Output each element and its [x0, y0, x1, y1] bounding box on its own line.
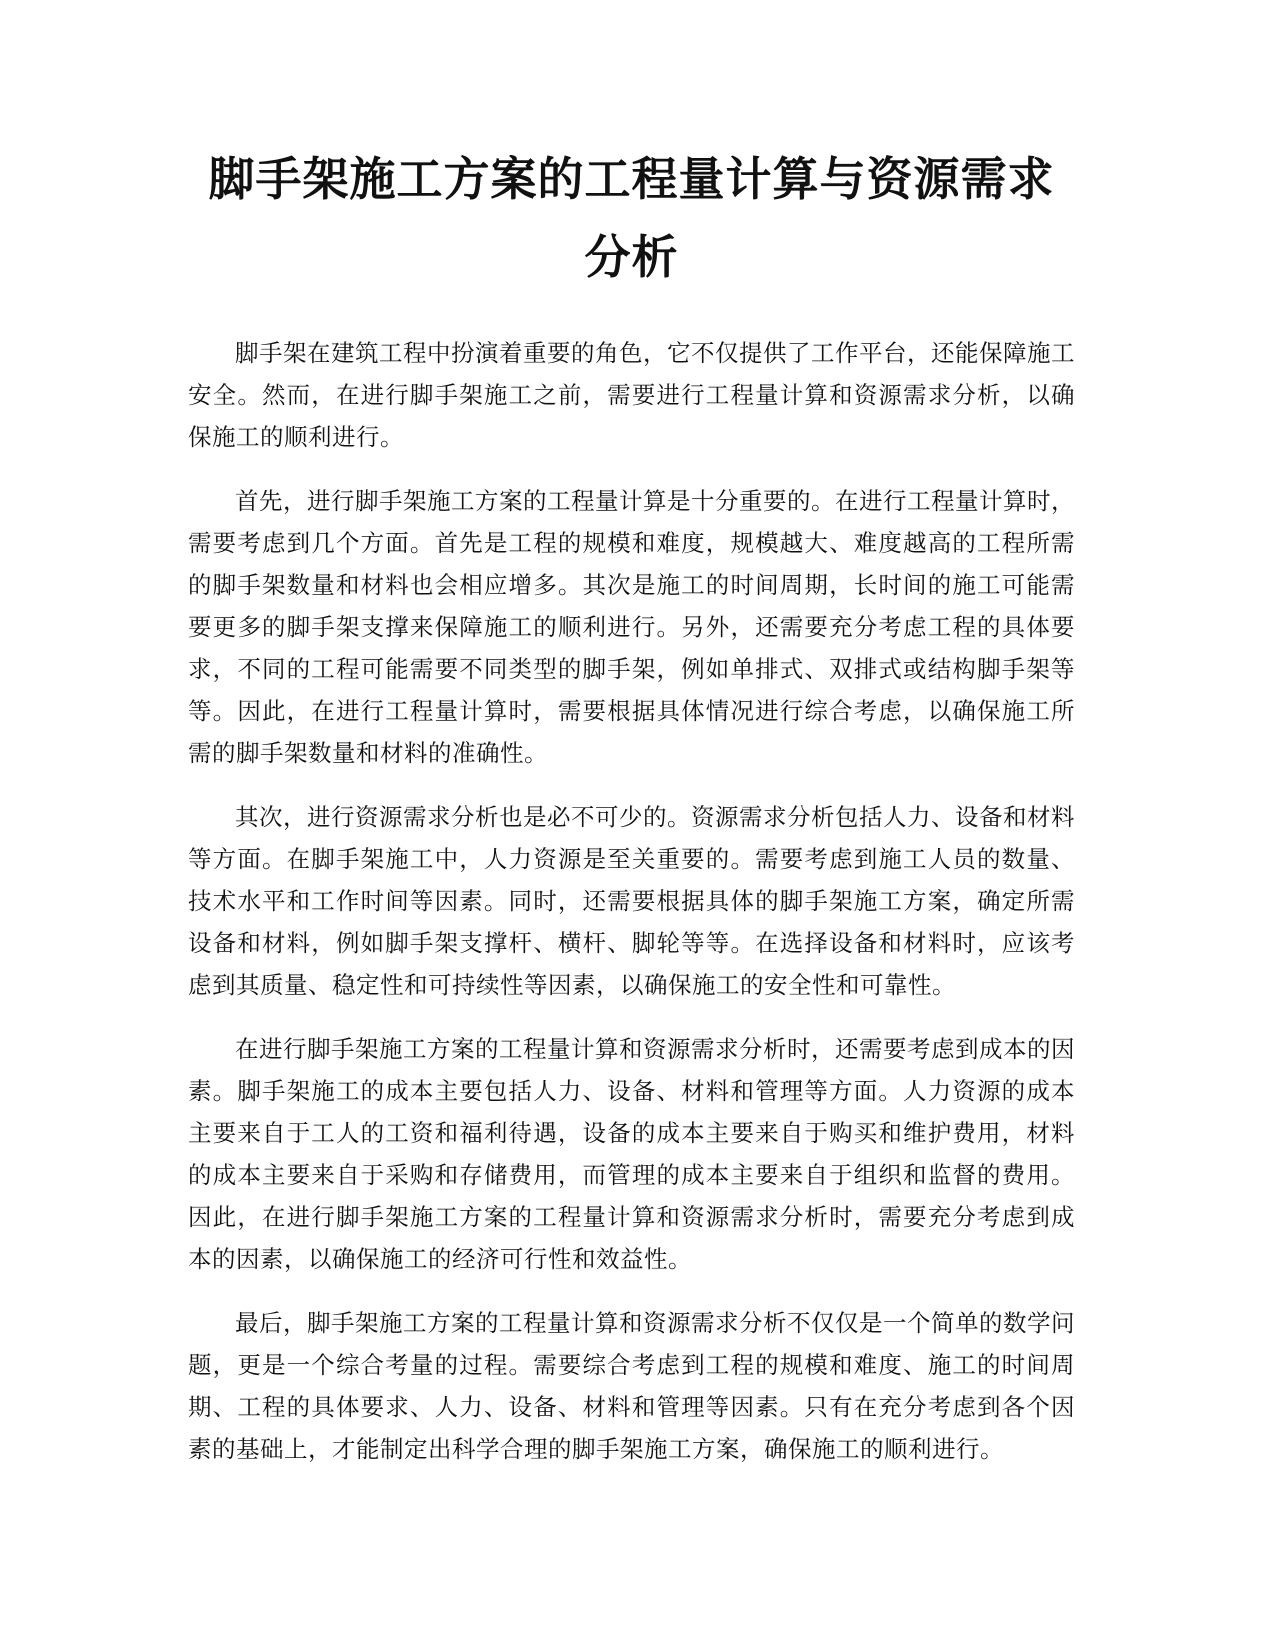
- document-title: 脚手架施工方案的工程量计算与资源需求分析: [208, 152, 1055, 284]
- paragraph-cost-factors: 在进行脚手架施工方案的工程量计算和资源需求分析时，还需要考虑到成本的因素。脚手架施工的成本主要包括人力、设备、材料和管理等方面。人力资源的成本主要来自于工人的工资和福利待遇，设备的成本主要来自于购买和维护费用，材料的成本主要来自于采购和存储费用，而管理的成本主要来自于组织和监督的费用。因此，在进行脚手架施工方案的工程量计算和资源需求分析时，需要充分考虑到成本的因素，以确保施工的经济可行性和效益性。: [188, 1035, 1075, 1273]
- paragraph-quantity-calculation: 首先，进行脚手架施工方案的工程量计算是十分重要的。在进行工程量计算时，需要考虑到几个方面。首先是工程的规模和难度，规模越大、难度越高的工程所需的脚手架数量和材料也会相应增多。其次是施工的时间周期，长时间的施工可能需要更多的脚手架支撑来保障施工的顺利进行。另外，还需要充分考虑工程的具体要求，不同的工程可能需要不同类型的脚手架，例如单排式、双排式或结构脚手架等等。因此，在进行工程量计算时，需要根据具体情况进行综合考虑，以确保施工所需的脚手架数量和材料的准确性。: [188, 487, 1075, 767]
- paragraph-resource-analysis: 其次，进行资源需求分析也是必不可少的。资源需求分析包括人力、设备和材料等方面。在脚手架施工中，人力资源是至关重要的。需要考虑到施工人员的数量、技术水平和工作时间等因素。同时，还需要根据具体的脚手架施工方案，确定所需设备和材料，例如脚手架支撑杆、横杆、脚轮等等。在选择设备和材料时，应该考虑到其质量、稳定性和可持续性等因素，以确保施工的安全性和可靠性。: [188, 803, 1075, 999]
- paragraph-conclusion: 最后，脚手架施工方案的工程量计算和资源需求分析不仅仅是一个简单的数学问题，更是一个综合考量的过程。需要综合考虑到工程的规模和难度、施工的时间周期、工程的具体要求、人力、设备、材料和管理等因素。只有在充分考虑到各个因素的基础上，才能制定出科学合理的脚手架施工方案，确保施工的顺利进行。: [188, 1309, 1075, 1463]
- document-body: [188, 332, 1075, 1470]
- paragraph-intro: 脚手架在建筑工程中扮演着重要的角色，它不仅提供了工作平台，还能保障施工安全。然而，在进行脚手架施工之前，需要进行工程量计算和资源需求分析，以确保施工的顺利进行。: [188, 339, 1075, 451]
